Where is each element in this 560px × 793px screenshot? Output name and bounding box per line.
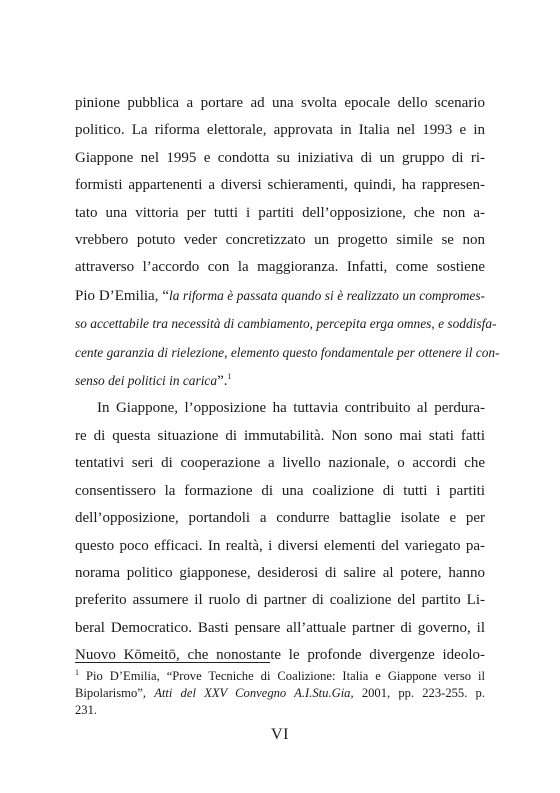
footnote-text: Bipolarismo”, bbox=[75, 686, 155, 701]
footnote-line bbox=[75, 668, 485, 685]
text-segment: ”. bbox=[217, 373, 228, 390]
quotation: senso dei politici in carica bbox=[75, 373, 218, 389]
quotation-line bbox=[75, 310, 497, 338]
text-line: politico. La riforma elettorale, approvata in Italia nel 1993 e in bbox=[75, 122, 485, 139]
text-line: questo poco efficaci. In realtà, i diversi elementi del variegato pa- bbox=[75, 537, 485, 554]
footnote-line: 231. bbox=[75, 703, 98, 718]
footnote bbox=[75, 668, 485, 720]
footnote-separator bbox=[75, 662, 270, 663]
text-line: dell’opposizione, portandoli a condurre battaglie isolate e per bbox=[75, 510, 485, 527]
quotation-line bbox=[75, 367, 485, 395]
page-number: VI bbox=[271, 726, 289, 743]
quotation: la riforma è passata quando si è realizzato un compromes- bbox=[169, 287, 485, 303]
text-line: tentativi seri di cooperazione a livello nazionale, o accordi che bbox=[75, 455, 485, 472]
text-line: vrebbero potuto veder concretizzato un progetto simile se non bbox=[75, 232, 485, 249]
text-line bbox=[75, 282, 485, 310]
text-line: attraverso l’accordo con la maggioranza. Infatti, come sostiene bbox=[75, 259, 485, 276]
text-line: In Giappone, l’opposizione ha tuttavia contribuito al perdura- bbox=[97, 400, 485, 417]
text-line: Nuovo Kōmeitō, che nonostante le profonde divergenze ideolo- bbox=[75, 647, 485, 664]
quotation-line bbox=[75, 339, 500, 367]
text-line: formisti appartenenti a diversi schieramenti, quindi, ha rappresen- bbox=[75, 177, 485, 194]
text-line: consentissero la formazione di una coalizione di tutti i partiti bbox=[75, 482, 485, 499]
footnote-mark: 1 bbox=[75, 667, 79, 677]
text-line: norama politico giapponese, desiderosi di salire al potere, hanno bbox=[75, 564, 485, 581]
footnote-text: Pio D’Emilia, “Prove Tecniche di Coalizione: Italia e Giappone verso il bbox=[79, 669, 485, 683]
footnote-line bbox=[75, 685, 485, 702]
footnote-text: , 2001, pp. 223-255. p. bbox=[350, 686, 485, 701]
text-line: beral Democratico. Basti pensare all’attuale partner di governo, il bbox=[75, 619, 485, 636]
text-line: Giappone nel 1995 e condotta su iniziativa di un gruppo di ri- bbox=[75, 149, 485, 166]
text-line: tato una vittoria per tutti i partiti dell’opposizione, che non a- bbox=[75, 204, 485, 221]
main-text bbox=[75, 90, 500, 670]
text-segment: Pio D’Emilia, “ bbox=[75, 287, 169, 304]
text-line: re di questa situazione di immutabilità. Non sono mai stati fatti bbox=[75, 427, 485, 444]
text-line: pinione pubblica a portare ad una svolta epocale dello scenario bbox=[75, 95, 485, 111]
quotation: so accettabile tra necessità di cambiamento, percepita erga omnes, e soddisfa- bbox=[75, 316, 497, 332]
text-line: preferito assumere il ruolo di partner di coalizione del partito Li- bbox=[75, 592, 485, 609]
quotation: cente garanzia di rielezione, elemento questo fondamentale per ottenere il con- bbox=[75, 344, 500, 360]
footnote-source-title: Atti del XXV Convegno A.I.Stu.Gia bbox=[154, 686, 351, 701]
footnote-reference[interactable]: 1 bbox=[227, 372, 232, 382]
